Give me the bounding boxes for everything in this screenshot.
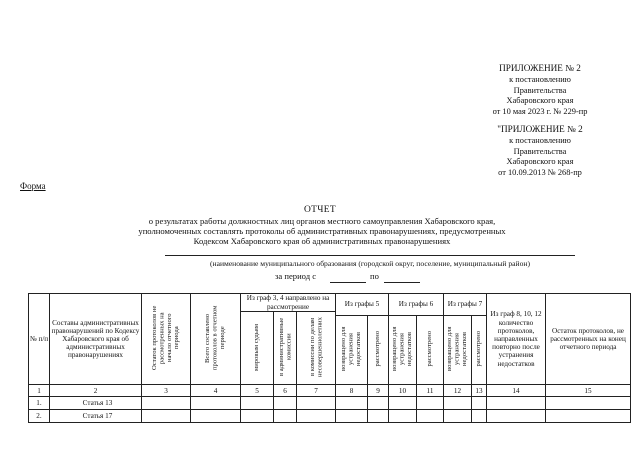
row-number: 1. xyxy=(29,397,50,410)
report-title: ОТЧЕТ xyxy=(304,205,336,215)
appendix-date: от 10.09.2013 № 268-пр xyxy=(498,167,582,177)
column-number: 1 xyxy=(29,385,50,397)
header-reviewed xyxy=(472,316,487,385)
header-from7: Из графы 7 xyxy=(444,294,487,316)
table-cell[interactable] xyxy=(487,397,546,410)
header-group-3-4: Из граф 3, 4 направлено на рассмотрение xyxy=(241,294,336,312)
header-from6: Из графы 6 xyxy=(389,294,444,316)
form-label: Форма xyxy=(20,181,46,191)
appendix-block-original xyxy=(455,124,625,178)
table-cell[interactable] xyxy=(546,410,631,423)
row-number: 2. xyxy=(29,410,50,423)
appendix-block-current xyxy=(455,63,625,117)
table-cell[interactable] xyxy=(368,410,389,423)
appendix-line: Хабаровского края xyxy=(506,157,574,167)
header-admin-comm xyxy=(274,312,297,385)
header-reviewed-text: рассмотрено xyxy=(475,331,483,367)
appendix-line: к постановлению xyxy=(509,75,571,85)
header-judges-text: мировым судьям xyxy=(253,323,261,371)
table-cell[interactable] xyxy=(472,410,487,423)
appendix-line: к постановлению xyxy=(509,136,571,146)
header-remaining-start xyxy=(142,294,191,385)
column-number: 3 xyxy=(142,385,191,397)
header-returned-text: возвращено для устранения недостатков xyxy=(391,326,414,372)
table-cell[interactable] xyxy=(241,397,274,410)
period-end-field[interactable] xyxy=(384,282,420,283)
column-number: 15 xyxy=(546,385,631,397)
row-article: Статья 17 xyxy=(50,410,142,423)
column-number-row xyxy=(29,385,631,397)
municipality-caption: (наименование муниципального образования (городской округ, поселение, муниципальный район) xyxy=(209,259,531,268)
table-cell[interactable] xyxy=(241,410,274,423)
header-returned-text: возвращено для устранения недостатков xyxy=(340,326,363,372)
column-number: 14 xyxy=(487,385,546,397)
table-cell[interactable] xyxy=(191,397,241,410)
column-number: 13 xyxy=(472,385,487,397)
table-cell[interactable] xyxy=(472,397,487,410)
table-cell[interactable] xyxy=(417,410,444,423)
table-cell[interactable] xyxy=(297,397,336,410)
appendix-line: Хабаровского края xyxy=(506,96,574,106)
table-cell[interactable] xyxy=(274,397,297,410)
header-from5: Из графы 5 xyxy=(336,294,389,316)
column-number: 5 xyxy=(241,385,274,397)
column-number: 2 xyxy=(50,385,142,397)
table-cell[interactable] xyxy=(336,397,368,410)
header-total xyxy=(191,294,241,385)
header-num: № п/п xyxy=(29,294,50,385)
header-remaining-start-text: Остаток протоколов не рассмотренных на начало отчетного периода xyxy=(151,305,181,371)
header-returned xyxy=(336,316,368,385)
report-subtitle-line: уполномоченных составлять протоколы об административных правонарушениях, предусмотренных xyxy=(138,225,506,236)
table-row xyxy=(29,397,631,410)
appendix-line: Правительства xyxy=(513,85,567,95)
table-cell[interactable] xyxy=(444,410,472,423)
appendix-title: "ПРИЛОЖЕНИЕ № 2 xyxy=(497,124,583,134)
table-cell[interactable] xyxy=(142,397,191,410)
header-reviewed xyxy=(417,316,444,385)
column-number: 11 xyxy=(417,385,444,397)
column-number: 8 xyxy=(336,385,368,397)
municipality-fill-line[interactable] xyxy=(165,255,575,256)
header-returned xyxy=(444,316,472,385)
appendix-title: ПРИЛОЖЕНИЕ № 2 xyxy=(499,63,581,73)
table-cell[interactable] xyxy=(142,410,191,423)
header-composition: Составы административных правонарушений по Кодексу Хабаровского края об административных правонарушениях xyxy=(50,294,142,385)
appendix-line: Правительства xyxy=(513,146,567,156)
header-reviewed-text: рассмотрено xyxy=(374,331,382,367)
header-admin-comm-text: в административные комиссии xyxy=(277,317,292,377)
table-row xyxy=(29,410,631,423)
column-number: 9 xyxy=(368,385,389,397)
table-cell[interactable] xyxy=(417,397,444,410)
header-returned xyxy=(389,316,417,385)
header-remaining-end: Остаток протоколов, не рассмотренных на конец отчетного периода xyxy=(546,294,631,385)
header-minors-comm-text: в комиссии по делам несовершеннолетних xyxy=(308,317,323,377)
header-reviewed-text: рассмотрено xyxy=(426,331,434,367)
table-cell[interactable] xyxy=(191,410,241,423)
header-judges xyxy=(241,312,274,385)
table-cell[interactable] xyxy=(389,410,417,423)
table-cell[interactable] xyxy=(444,397,472,410)
table-cell[interactable] xyxy=(389,397,417,410)
column-number: 6 xyxy=(274,385,297,397)
column-number: 4 xyxy=(191,385,241,397)
row-article: Статья 13 xyxy=(50,397,142,410)
header-returned-text: возвращено для устранения недостатков xyxy=(446,326,469,372)
report-subtitle-line: Кодексом Хабаровского края об административных правонарушениях xyxy=(193,235,451,246)
report-subtitle-line: о результатах работы должностных лиц органов местного самоуправления Хабаровского края, xyxy=(148,216,496,226)
table-cell[interactable] xyxy=(368,397,389,410)
report-table xyxy=(28,293,631,423)
header-reviewed xyxy=(368,316,389,385)
table-cell[interactable] xyxy=(274,410,297,423)
column-number: 12 xyxy=(444,385,472,397)
header-total-text: Всего составлено протоколов в отчетном периоде xyxy=(204,305,227,371)
column-number: 10 xyxy=(389,385,417,397)
header-from-8-10-12: Из граф 8, 10, 12 количество протоколов, направленных повторно после устранения недостатков xyxy=(487,294,546,385)
table-cell[interactable] xyxy=(487,410,546,423)
report-subtitle xyxy=(72,217,572,246)
period-by: по xyxy=(370,271,379,281)
period-prefix: за период с xyxy=(275,271,317,281)
header-minors-comm xyxy=(297,312,336,385)
appendix-date: от 10 мая 2023 г. № 229-пр xyxy=(492,106,588,116)
table-cell[interactable] xyxy=(297,410,336,423)
period-start-field[interactable] xyxy=(330,282,366,283)
table-cell[interactable] xyxy=(546,397,631,410)
column-number: 7 xyxy=(297,385,336,397)
table-cell[interactable] xyxy=(336,410,368,423)
